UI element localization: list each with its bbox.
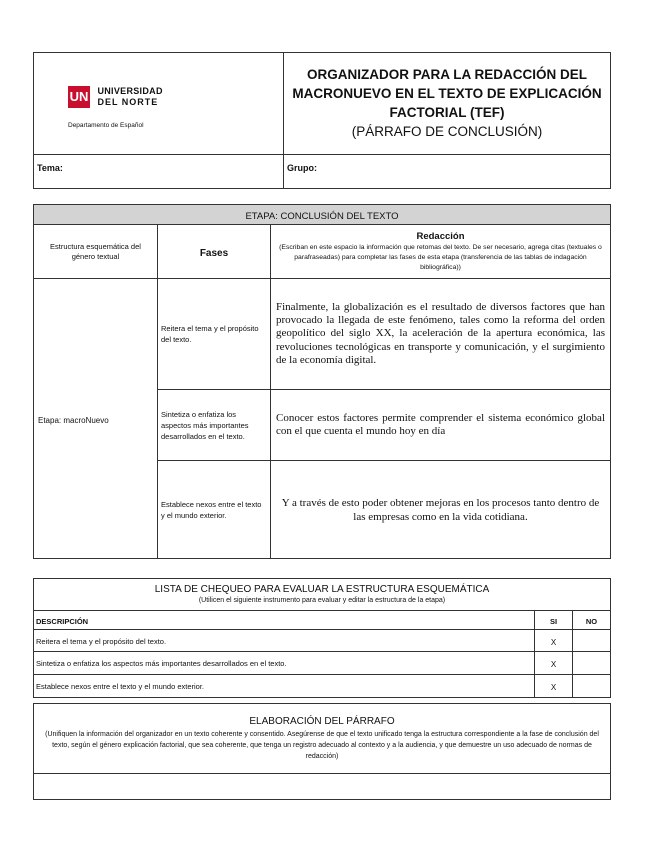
stage-title: ETAPA: CONCLUSIÓN DEL TEXTO [245,210,399,222]
logo-un-mark: UN [68,86,90,108]
col-structure-header [34,225,158,279]
stage-name-cell [34,279,158,559]
department-label: Departamento de Español [68,121,144,129]
col-redaction-note: (Escriban en este espacio la información que retomas del texto. De ser necesario, agrega citas (textuales o parafraseadas) para completar las fases de esta etapa (transferencia de las tablas de indagación bibliográfica)) [279,243,602,271]
redaction-text: Y a través de esto poder obtener mejoras en los procesos tanto dentro de las empresas como en la vida cotidiana. [281,496,600,523]
redaction-cell[interactable] [271,390,611,461]
tema-label: Tema: [37,163,63,173]
university-logo [68,86,163,108]
grupo-label: Grupo: [287,163,317,173]
redaction-text: Finalmente, la globalización es el resultado de diversos factores que han provocado la llegada de este fenómeno, tales como la reforma del orden geopolítico del siglo XX, la aceleración de la apertura económica, las revoluciones tecnológicas en transporte y comunicación, y el surgimiento de la economía digital. [276,300,605,366]
checklist-row [34,652,611,675]
checklist-row [34,630,611,652]
redaction-text: Conocer estos factores permite comprender el sistema económico global con el que cuenta el mundo hoy en día [276,411,605,437]
header-block [33,52,611,188]
col-no-header [573,611,611,630]
phase-cell [158,390,271,461]
si-checkbox-cell[interactable] [535,630,573,652]
col-redaction-header [271,225,611,279]
phase-cell [158,461,271,559]
stage-table [33,204,611,558]
doc-subtitle: (PÁRRAFO DE CONCLUSIÓN) [351,124,543,139]
elaboration-table [33,703,611,799]
col-phases-label: Fases [199,247,229,259]
logo-cell [34,53,284,155]
redaction-cell[interactable] [271,461,611,559]
col-description-label: DESCRIPCIÓN [36,617,89,626]
elaboration-header-cell [34,704,611,774]
checklist-header-cell [34,579,611,611]
checklist-subtitle: (Utilicen el siguiente instrumento para evaluar y editar la estructura de la etapa) [198,597,446,604]
checklist-table [33,578,611,690]
col-redaction-label: Redacción [416,230,465,242]
si-checkbox-cell[interactable] [535,675,573,698]
si-mark: X [550,660,557,669]
checklist-description: Reitera el tema y el propósito del texto. [36,637,167,646]
col-no-label: NO [585,617,598,626]
si-mark: X [550,637,557,647]
elaboration-note: (Unifiquen la información del organizador en un texto coherente y consentido. Asegúrense de que el texto unificado tenga la estructura correspondiente a la fase de conclusión del texto, según el género explicación factorial, que sea coherente, que tenga un registro adecuado al contexto y a la audiencia, y que demuestre un uso adecuado de normas de redacción) [45,731,599,760]
doc-title-line1: ORGANIZADOR PARA LA REDACCIÓN DEL [307,67,587,82]
no-checkbox-cell[interactable] [573,675,611,698]
si-mark: X [550,683,557,692]
checklist-description: Sintetiza o enfatiza los aspectos más importantes desarrollados en el texto. [36,659,287,668]
logo-line1: UNIVERSIDAD [97,85,163,96]
stage-title-cell [34,205,611,225]
grupo-cell[interactable] [284,155,611,189]
phase-label: Sintetiza o enfatiza los aspectos más importantes desarrollados en el texto. [161,409,249,441]
phase-cell [158,279,271,390]
checklist-row [34,675,611,698]
title-cell [284,53,611,155]
col-si-header [535,611,573,630]
doc-title-line3: FACTORIAL (TEF) [389,105,505,120]
doc-title-line2: MACRONUEVO EN EL TEXTO DE EXPLICACIÓN [292,86,602,101]
redaction-cell[interactable] [271,279,611,390]
logo-line2: DEL NORTE [97,96,159,107]
phase-label: Reitera el tema y el propósito del texto. [161,324,259,344]
col-structure-label: Estructura esquemática del género textual [50,241,141,261]
no-checkbox-cell[interactable] [573,652,611,675]
col-si-label: SI [549,617,558,626]
col-phases-header [158,225,271,279]
no-checkbox-cell[interactable] [573,630,611,652]
stage-name: Etapa: macroNuevo [38,415,109,425]
checklist-title: LISTA DE CHEQUEO PARA EVALUAR LA ESTRUCTURA ESQUEMÁTICA [154,584,490,595]
phase-label: Establece nexos entre el texto y el mundo exterior. [161,499,262,520]
tema-cell[interactable] [34,155,284,189]
paragraph-input-cell[interactable] [34,774,611,800]
checklist-description: Establece nexos entre el texto y el mundo exterior. [36,682,205,691]
si-checkbox-cell[interactable] [535,652,573,675]
col-description-header [34,611,535,630]
elaboration-title: ELABORACIÓN DEL PÁRRAFO [249,716,395,727]
